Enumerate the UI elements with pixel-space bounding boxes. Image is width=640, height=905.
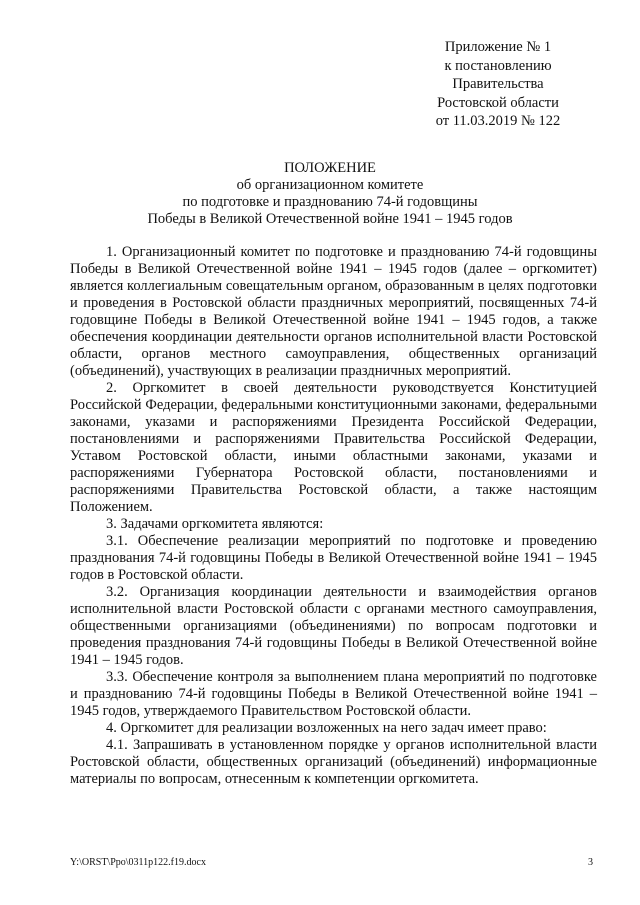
footer-page-number: 3: [588, 857, 593, 868]
appendix-line: к постановлению: [444, 57, 552, 74]
paragraph: 3.1. Обеспечение реализации мероприятий по подготовке и проведению празднования 74-й годовщины Победы в Великой Отечественной войне 1941 – 1945 годов в Ростовской области.: [70, 533, 597, 583]
paragraph: 3. Задачами оргкомитета являются:: [106, 516, 324, 532]
title-line: Победы в Великой Отечественной войне 1941 – 1945 годов: [147, 211, 513, 227]
appendix-line: Приложение № 1: [444, 39, 552, 55]
footer-file-path: Y:\ORST\Ppo\0311p122.f19.docx: [70, 857, 206, 868]
appendix-block: [398, 38, 598, 131]
title-line: об организационном комитете: [236, 177, 424, 193]
paragraph: 3.3. Обеспечение контроля за выполнением плана мероприятий по подготовке и празднованию 74-й годовщины Победы в Великой Отечественной войне 1941 – 1945 годов, утверждаемого Правительством Ростовской области.: [70, 669, 597, 719]
document-body: [70, 244, 597, 788]
appendix-line: Ростовской области: [437, 94, 559, 111]
title-line: по подготовке и празднованию 74-й годовщины: [182, 194, 478, 210]
document-title: [70, 160, 590, 228]
appendix-line: Правительства: [452, 76, 544, 92]
paragraph: 4. Оргкомитет для реализации возложенных на него задач имеет право:: [106, 720, 547, 736]
paragraph: 3.2. Организация координации деятельности и взаимодействия органов исполнительной власти Ростовской области с органами местного самоуправления, общественными организациями (объединениями) по вопросам подготовки и проведения празднования 74-й годовщины Победы в Великой Отечественной войне 1941 – 1945 годов.: [70, 584, 597, 668]
paragraph: 4.1. Запрашивать в установленном порядке у органов исполнительной власти Ростовской области, общественных организаций (объединений) информационные материалы по вопросам, отнесенным к компетенции оргкомитета.: [70, 737, 597, 787]
title-heading: ПОЛОЖЕНИЕ: [284, 160, 376, 176]
paragraph: 1. Организационный комитет по подготовке и празднованию 74-й годовщины Победы в Великой Отечественной войне 1941 – 1945 годов (далее – оргкомитет) является коллегиальным совещательным органом, образованным в целях подготовки и проведения в Ростовской области праздничных мероприятий, посвященных 74-й годовщине Победы в Великой Отечественной войне 1941 – 1945 годов, а также обеспечения координации деятельности органов исполнительной власти Ростовской области, органов местного самоуправления, общественных организаций (объединений), участвующих в реализации праздничных мероприятий.: [70, 244, 597, 379]
appendix-line: от 11.03.2019 № 122: [435, 113, 561, 129]
paragraph: 2. Оргкомитет в своей деятельности руководствуется Конституцией Российской Федерации, федеральными конституционными законами, федеральными законами, указами и распоряжениями Президента Российской Федерации, постановлениями и распоряжениями Правительства Российской Федерации, Уставом Ростовской области, иными областными законами, указами и распоряжениями Губернатора Ростовской области, постановлениями и распоряжениями Правительства Ростовской области, а также настоящим Положением.: [70, 380, 597, 515]
